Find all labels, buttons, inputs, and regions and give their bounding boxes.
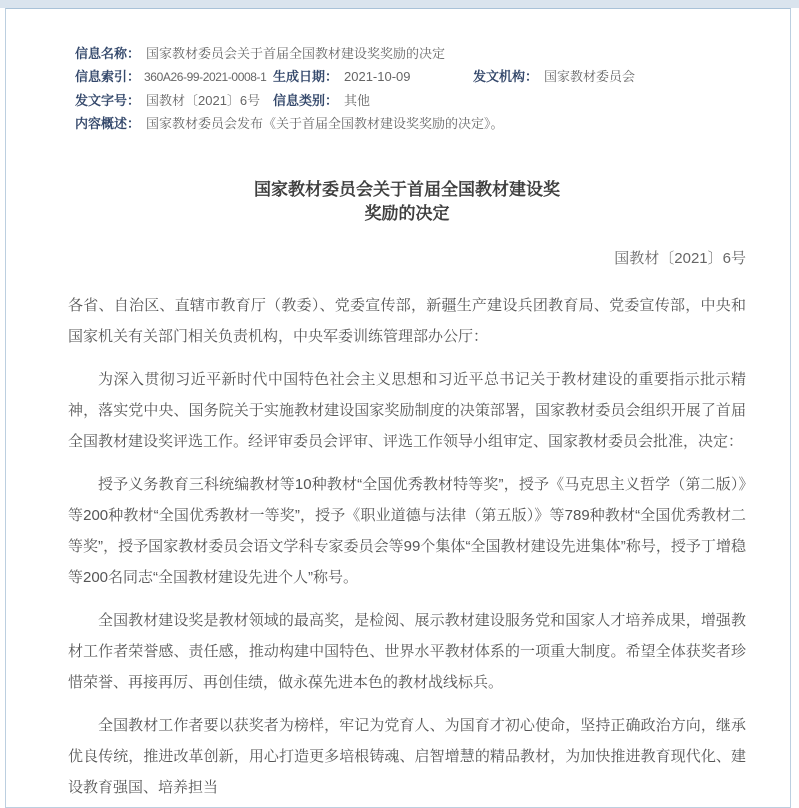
meta-label-name: 信息名称： [75, 46, 141, 61]
meta-row-summary [75, 112, 746, 135]
meta-value-index: 360A26-99-2021-0008-1 [144, 70, 267, 84]
meta-item-summary [75, 112, 746, 135]
meta-label-docno: 发文字号： [75, 93, 141, 108]
meta-item-name [75, 42, 746, 65]
top-band [0, 0, 799, 8]
meta-value-name: 国家教材委员会关于首届全国教材建设奖奖励的决定 [146, 46, 446, 61]
meta-label-type: 信息类别： [273, 93, 339, 108]
body-paragraph-1: 为深入贯彻习近平新时代中国特色社会主义思想和习近平总书记关于教材建设的重要指示批示精神，落实党中央、国务院关于实施教材建设国家奖励制度的决策部署，国家教材委员会组织开展了首届全国教材建设奖评选工作。经评审委员会评审、评选工作领导小组审定、国家教材委员会批准，决定： [68, 371, 746, 450]
document-number: 国教材〔2021〕6号 [614, 250, 746, 267]
body-paragraph-3: 全国教材建设奖是教材领域的最高奖，是检阅、展示教材建设服务党和国家人才培养成果，增强教材工作者荣誉感、责任感，推动构建中国特色、世界水平教材体系的一项重大制度。希望全体获奖者珍惜荣誉、再接再厉、再创佳绩，做永葆先进本色的教材战线标兵。 [68, 612, 746, 691]
document-body [68, 290, 746, 803]
meta-value-summary: 国家教材委员会发布《关于首届全国教材建设奖奖励的决定》。 [146, 116, 504, 131]
meta-row-index-date-agency [75, 65, 746, 89]
meta-item-docno [75, 89, 273, 112]
meta-item-index [75, 65, 273, 89]
document-title-line1: 国家教材委员会关于首届全国教材建设奖 [254, 180, 560, 199]
meta-label-index: 信息索引： [75, 69, 141, 84]
salutation-paragraph: 各省、自治区、直辖市教育厅（教委）、党委宣传部，新疆生产建设兵团教育局、党委宣传部，中央和国家机关有关部门相关负责机构，中央军委训练管理部办公厅： [68, 297, 746, 345]
meta-item-agency [473, 65, 746, 89]
meta-item-date [273, 65, 473, 89]
document-title-line2: 奖励的决定 [364, 204, 450, 223]
meta-label-agency: 发文机构： [473, 69, 539, 84]
meta-label-summary: 内容概述： [75, 116, 141, 131]
meta-row-name [75, 42, 746, 65]
document-page [5, 8, 791, 808]
meta-value-docno: 国教材〔2021〕6号 [146, 93, 261, 108]
document-title [68, 178, 746, 226]
meta-value-type: 其他 [344, 93, 371, 108]
meta-row-docno-type [75, 89, 746, 112]
meta-label-date: 生成日期： [273, 69, 339, 84]
meta-value-agency: 国家教材委员会 [544, 69, 636, 84]
document-meta-table [75, 42, 746, 135]
body-paragraph-2: 授予义务教育三科统编教材等10种教材“全国优秀教材特等奖”，授予《马克思主义哲学（第二版）》等200种教材“全国优秀教材一等奖”，授予《职业道德与法律（第五版）》等789种教材“全国优秀教材二等奖”，授予国家教材委员会语文学科专家委员会等99个集体“全国教材建设先进集体”称号，授予丁增稳等200名同志“全国教材建设先进个人”称号。 [68, 476, 746, 586]
meta-value-date: 2021-10-09 [344, 69, 411, 84]
meta-item-type [273, 89, 473, 112]
body-paragraph-4: 全国教材工作者要以获奖者为榜样，牢记为党育人、为国育才初心使命，坚持正确政治方向，继承优良传统，推进改革创新，用心打造更多培根铸魂、启智增慧的精品教材，为加快推进教育现代化、建设教育强国、培养担当 [68, 717, 746, 796]
